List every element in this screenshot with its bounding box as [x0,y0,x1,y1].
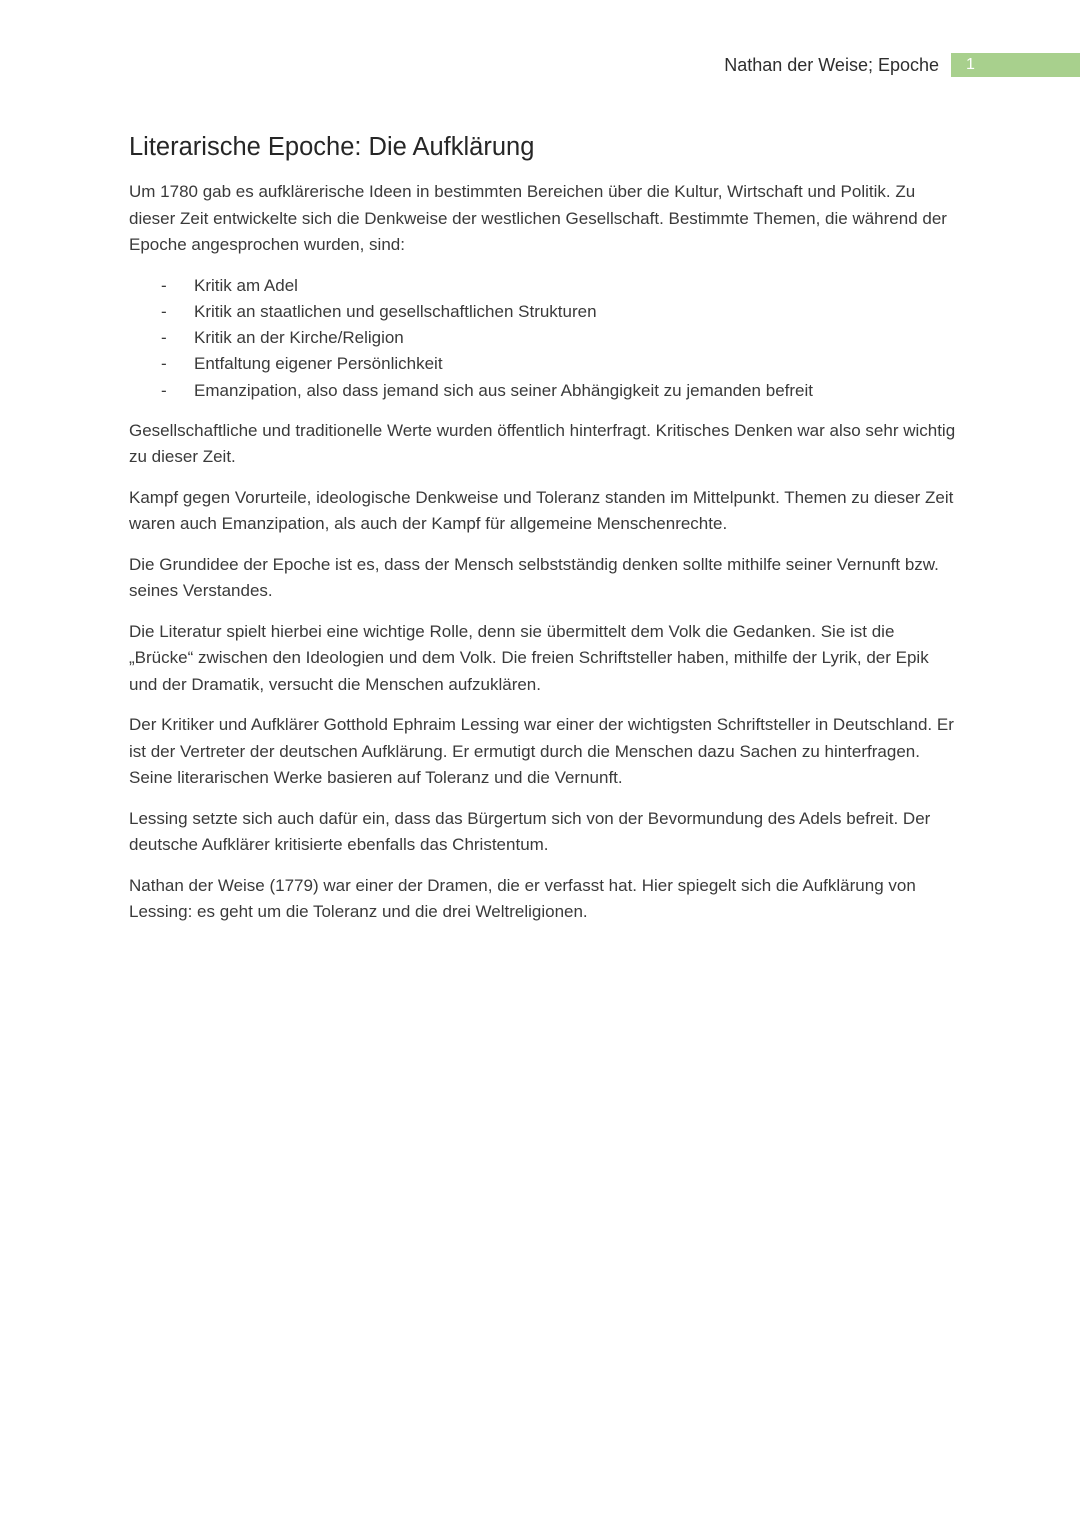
body-paragraph: Kampf gegen Vorurteile, ideologische Denkweise und Toleranz standen im Mittelpunkt. Themen zu dieser Zeit waren auch Emanzipation, als auch der Kampf für allgemeine Menschenrechte. [129,487,954,534]
list-marker: - [161,380,167,400]
header-title: Nathan der Weise; Epoche [724,54,939,75]
list-item-text: Kritik an staatlichen und gesellschaftlichen Strukturen [194,301,597,321]
list-marker: - [161,354,167,374]
list-item [129,299,959,325]
list-item-text: Emanzipation, also dass jemand sich aus seiner Abhängigkeit zu jemanden befreit [194,380,813,400]
topic-list [129,273,959,404]
page-header [724,53,1080,77]
list-item [129,325,959,351]
list-item-text: Entfaltung eigener Persönlichkeit [194,354,443,374]
list-item [129,378,959,404]
body-paragraph: Die Literatur spielt hierbei eine wichtige Rolle, denn sie übermittelt dem Volk die Gedanken. Sie ist die „Brücke“ zwischen den Ideologien und dem Volk. Die freien Schriftsteller haben, mithilfe der Lyrik, der Epik und der Dramatik, versucht die Menschen aufzuklären. [129,621,929,694]
intro-paragraph: Um 1780 gab es aufklärerische Ideen in bestimmten Bereichen über die Kultur, Wirtschaft und Politik. Zu dieser Zeit entwickelte sich die Denkweise der westlichen Gesellschaft. Bestimmte Themen, die während der Epoche angesprochen wurden, sind: [129,182,947,254]
list-marker: - [161,328,167,348]
list-item-text: Kritik an der Kirche/Religion [194,328,404,348]
page-number-badge [951,53,1080,77]
list-marker: - [161,275,167,295]
list-marker: - [161,301,167,321]
body-paragraph: Lessing setzte sich auch dafür ein, dass das Bürgertum sich von der Bevormundung des Adels befreit. Der deutsche Aufklärer kritisierte ebenfalls das Christentum. [129,808,931,855]
list-item [129,273,959,299]
list-item [129,351,959,377]
body-paragraph: Die Grundidee der Epoche ist es, dass der Mensch selbstständig denken sollte mithilfe seiner Vernunft bzw. seines Verstandes. [129,554,939,601]
body-paragraph: Gesellschaftliche und traditionelle Werte wurden öffentlich hinterfragt. Kritisches Denken war also sehr wichtig zu dieser Zeit. [129,420,956,467]
document-body [129,130,959,940]
body-paragraph: Nathan der Weise (1779) war einer der Dramen, die er verfasst hat. Hier spiegelt sich die Aufklärung von Lessing: es geht um die Toleranz und die drei Weltreligionen. [129,875,916,922]
document-heading: Literarische Epoche: Die Aufklärung [129,133,535,161]
list-item-text: Kritik am Adel [194,275,298,295]
page-number: 1 [966,56,975,73]
body-paragraph: Der Kritiker und Aufklärer Gotthold Ephraim Lessing war einer der wichtigsten Schriftsteller in Deutschland. Er ist der Vertreter der deutschen Aufklärung. Er ermutigt durch die Menschen dazu Sachen zu hinterfragen. Seine literarischen Werke basieren auf Toleranz und die Vernunft. [129,715,954,788]
